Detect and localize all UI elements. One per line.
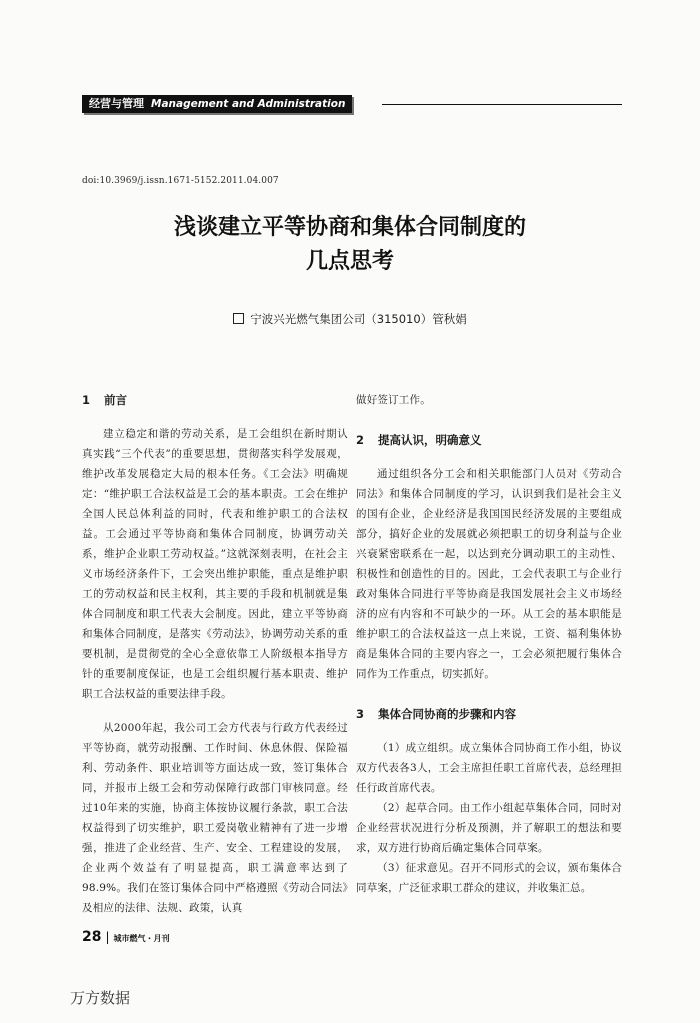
journal-name: 城市燃气・月刊 [113,934,170,943]
section-title: 前言 [104,393,127,407]
article-title-line-2: 几点思考 [305,248,394,274]
section-heading-2 [356,430,622,450]
section-title: 集体合同协商的步骤和内容 [378,707,516,721]
page-number: 28 [82,929,102,945]
author-affiliation: 宁波兴光燃气集团公司（315010）管秋娟 [250,312,467,326]
paragraph-continuation: 做好签订工作。 [356,394,431,406]
paragraph: 建立稳定和谐的劳动关系，是工会组织在新时期认真实践“三个代表”的重要思想，贯彻落实科学发展观，维护改革发展稳定大局的根本任务。《工会法》明确规定：“维护职工合法权益是工会的基本职责。工会在维护全国人民总体利益的同时，代表和维护职工的合法权益。工会通过平等协商和集体合同制度，协调劳动关系，维护企业职工劳动权益。”这就深刻表明，在社会主义市场经济条件下，工会突出维护职能，重点是维护职工的劳动权益和民主权利，其主要的手段和机制就是集体合同制度和职工代表大会制度。因此，建立平等协商和集体合同制度，是落实《劳动法》，协调劳动关系的重要机制，是贯彻党的全心全意依靠工人阶级根本指导方针的重要制度保证，也是工会组织履行基本职责、维护职工合法权益的重要法律手段。 [82,428,348,700]
paragraph: （2）起草合同。由工作小组起草集体合同，同时对企业经营状况进行分析及预测，并了解职工的想法和要求，双方进行协商后确定集体合同草案。 [356,802,622,854]
doi[interactable]: doi:10.3969/j.issn.1671-5152.2011.04.007 [82,176,279,186]
header-rule [382,104,622,105]
paragraph: （3）征求意见。召开不同形式的会议，颁布集体合同草案，广泛征求职工群众的建议，并收集汇总。 [356,862,622,894]
watermark: 万方数据 [70,989,131,1007]
section-header [82,95,622,113]
right-column [356,390,622,898]
page-footer [82,929,170,945]
paragraph: 通过组织各分工会和相关职能部门人员对《劳动合同法》和集体合同制度的学习，认识到我们是社会主义的国有企业，企业经济是我国国民经济发展的主要组成部分，搞好企业的发展就必须把职工的切身利益与企业兴衰紧密联系在一起，以达到充分调动职工的主动性、积极性和创造性的目的。因此，工会代表职工与企业行政对集体合同进行平等协商是我国发展社会主义市场经济的应有内容和不可缺少的一环。从工会的基本职能是维护职工的合法权益这一点上来说，工资、福利集体协商是集体合同的主要内容之一，工会必须把履行集体合同作为工作重点，切实抓好。 [356,468,622,680]
section-number: 3 [356,707,365,721]
square-bullet-icon [233,313,244,324]
author-line [82,311,618,327]
footer-separator: | [105,930,110,944]
section-title: 提高认识，明确意义 [378,433,482,447]
section-name-cn: 经营与管理 [89,97,144,110]
article-title-line-1: 浅谈建立平等协商和集体合同制度的 [173,214,526,240]
section-heading-1 [82,390,348,410]
paragraph: （1）成立组织。成立集体合同协商工作小组，协议双方代表各3人，工会主席担任职工首席代表，总经理担任行政首席代表。 [356,742,622,794]
section-number: 1 [82,393,91,407]
left-column [82,390,348,918]
section-heading-3 [356,704,622,724]
section-number: 2 [356,433,365,447]
section-name-en: Management and Administration [151,98,346,110]
section-header-label [82,95,352,113]
paragraph: 从2000年起，我公司工会方代表与行政方代表经过平等协商，就劳动报酬、工作时间、休息休假、保险福利、劳动条件、职业培训等方面达成一致，签订集体合同，并报市上级工会和劳动保障行政部门审核同意。经过10年来的实施，协商主体按协议履行条款，职工合法权益得到了切实维护，职工爱岗敬业精神有了进一步增强，推进了企业经营、生产、安全、工程建设的发展，企业两个效益有了明显提高，职工满意率达到了98.9%。我们在签订集体合同中严格遵照《劳动合同法》及相应的法律、法规、政策，认真 [82,722,348,914]
